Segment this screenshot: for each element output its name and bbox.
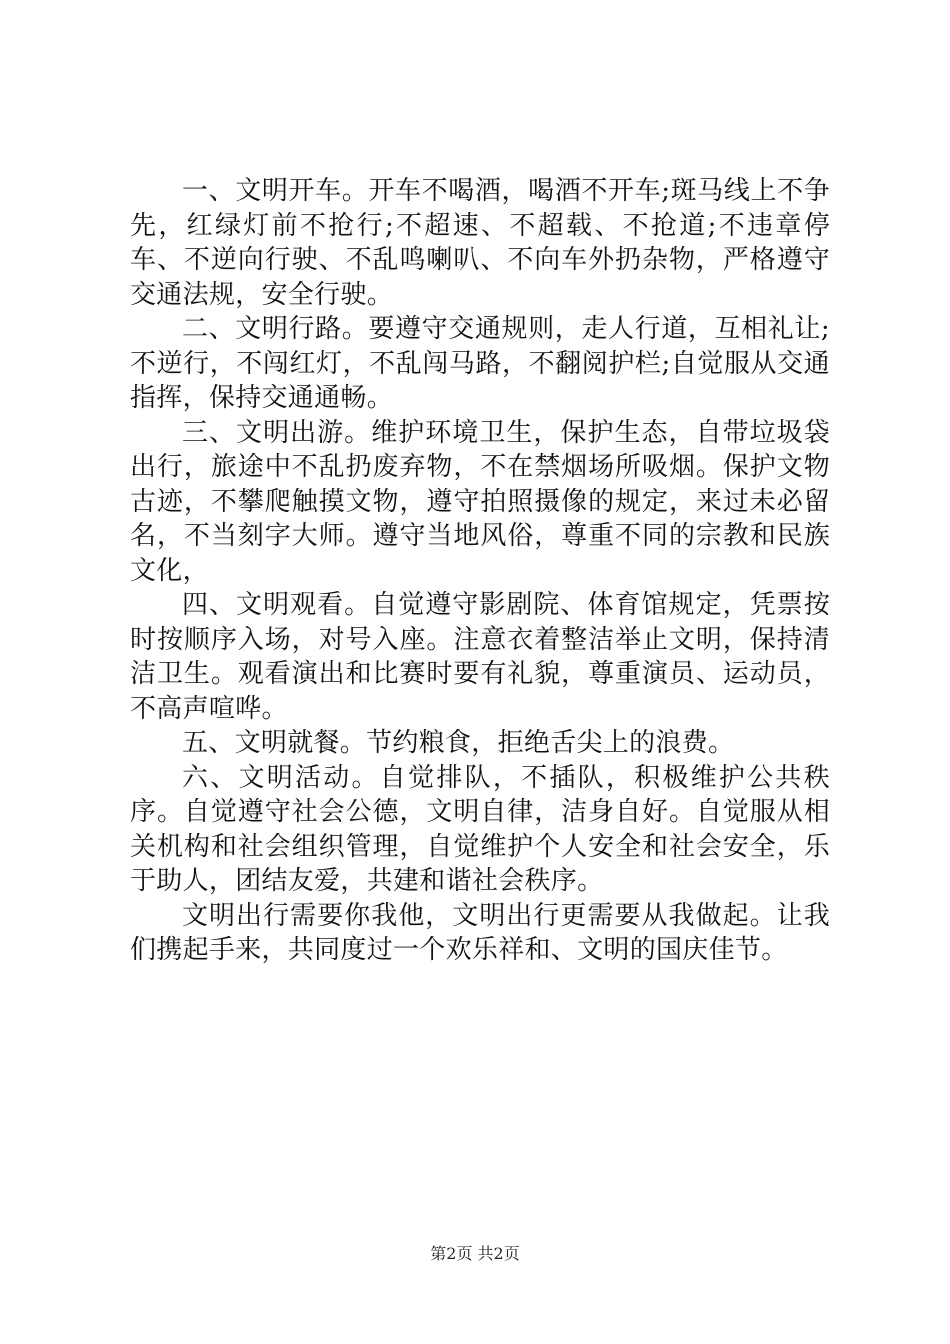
paragraph-civilized-travel: 三、文明出游。维护环境卫生，保护生态，自带垃圾袋出行，旅途中不乱扔废弃物，不在禁烟场所吸烟。保护文物古迹，不攀爬触摸文物，遵守拍照摄像的规定，来过未必留名，不当刻字大师。遵守当地风俗，尊重不同的宗教和民族文化， bbox=[130, 417, 830, 586]
paragraph-civilized-viewing: 四、文明观看。自觉遵守影剧院、体育馆规定，凭票按时按顺序入场，对号入座。注意衣着整洁举止文明，保持清洁卫生。观看演出和比赛时要有礼貌，尊重演员、运动员，不高声喧哗。 bbox=[130, 590, 830, 724]
paragraph-civilized-activities: 六、文明活动。自觉排队，不插队，积极维护公共秩序。自觉遵守社会公德，文明自律，洁身自好。自觉服从相关机构和社会组织管理，自觉维护个人安全和社会安全，乐于助人，团结友爱，共建和谐社会秩序。 bbox=[130, 762, 830, 896]
paragraph-closing: 文明出行需要你我他，文明出行更需要从我做起。让我们携起手来，共同度过一个欢乐祥和、文明的国庆佳节。 bbox=[130, 900, 830, 965]
document-body bbox=[130, 174, 830, 968]
paragraph-civilized-dining: 五、文明就餐。节约粮食，拒绝舌尖上的浪费。 bbox=[182, 728, 735, 758]
paragraph-civilized-driving: 一、文明开车。开车不喝酒，喝酒不开车;斑马线上不争先，红绿灯前不抢行;不超速、不超载、不抢道;不违章停车、不逆向行驶、不乱鸣喇叭、不向车外扔杂物，严格遵守交通法规，安全行驶。 bbox=[130, 176, 830, 310]
page-number-footer: 第2页 共2页 bbox=[430, 1244, 520, 1263]
paragraph-civilized-walking: 二、文明行路。要遵守交通规则，走人行道，互相礼让;不逆行，不闯红灯，不乱闯马路，不翻阅护栏;自觉服从交通指挥，保持交通通畅。 bbox=[130, 314, 830, 413]
